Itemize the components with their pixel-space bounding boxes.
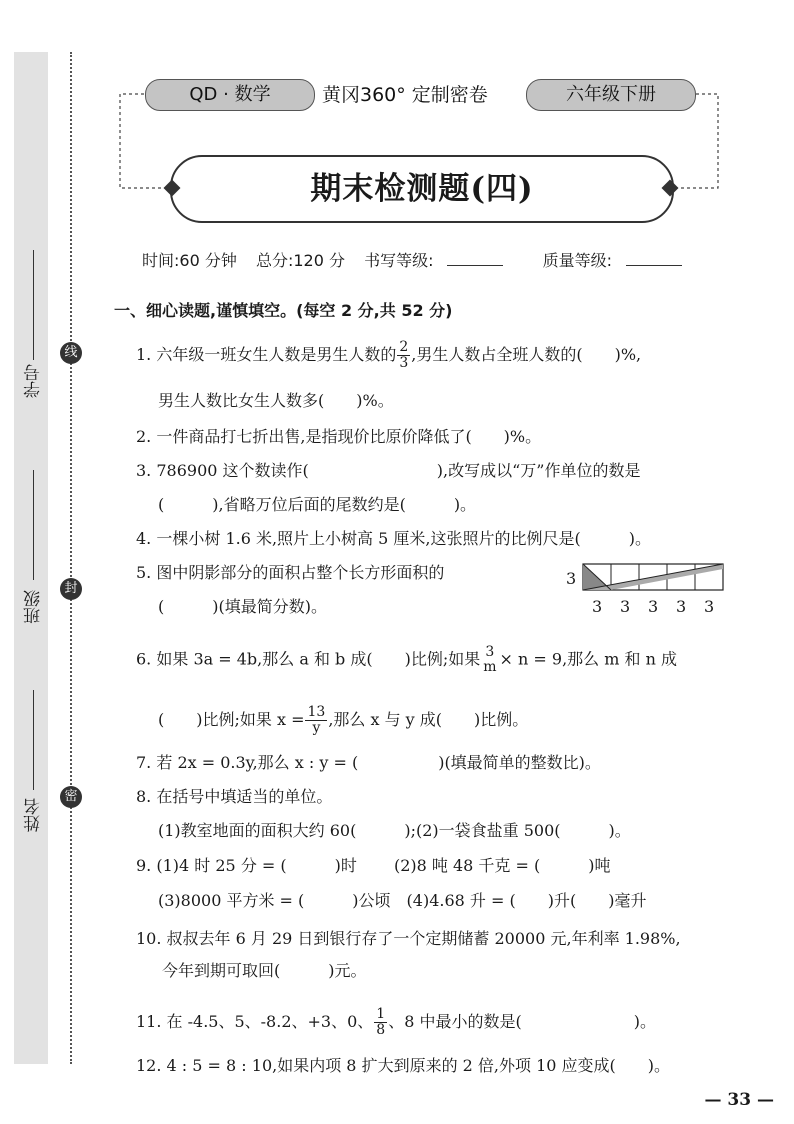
quality-grade-label: 质量等级: [542, 251, 612, 270]
question-11: 11. 在 -4.5、5、-8.2、+3、0、 $\frac{1}{8}$ 、8 中最小的数是( )。 [136, 1006, 656, 1038]
question-1-line-1: 1. 六年级一班女生人数是男生人数的 $\frac{2}{3}$ ,男生人数占全班人数的( )%, [136, 339, 642, 371]
question-12: 12. 4 : 5 = 8 : 10,如果内项 8 扩大到原来的 2 倍,外项 10 应变成( )。 [136, 1056, 671, 1075]
question-9-line-2: (3)8000 平方米 = ( )公顷 (4)4.68 升 = ( )升( )毫升 [158, 891, 647, 910]
question-6-line-2: ( )比例;如果 x = $\frac{13}{y}$ ,那么 x 与 y 成( )比例。 [158, 704, 529, 736]
binding-dotted-line [70, 52, 72, 1064]
figure-width-labels: 3 3 3 3 3 [592, 597, 715, 616]
subject-pill: QD · 数学 [145, 79, 315, 111]
question-6-line-1: 6. 如果 3a = 4b,那么 a 和 b 成( )比例;如果 3 m × n = 9,那么 m 和 n 成 [136, 644, 677, 675]
question-9-line-1: 9. (1)4 时 25 分 = ( )时 (2)8 吨 48 千克 = ( )吨 [136, 856, 611, 875]
section-heading: 一、细心读题,谨慎填空。(每空 2 分,共 52 分) [114, 301, 453, 320]
question-5-line-2: ( )(填最简分数)。 [158, 597, 327, 616]
question-3-line-1: 3. 786900 这个数读作( ),改写成以“万”作单位的数是 [136, 461, 641, 480]
question-3-line-2: ( ),省略万位后面的尾数约是( )。 [158, 495, 477, 514]
writing-grade-label: 书写等级: [364, 251, 434, 270]
grade-pill: 六年级下册 [526, 79, 696, 111]
binding-strip [14, 52, 48, 1064]
page-number: — 33 — [704, 1090, 774, 1110]
fraction-2-3: $\frac{2}{3}$ [399, 339, 409, 371]
name-line [33, 690, 34, 790]
student-id-label: 学号 [24, 364, 44, 398]
question-7: 7. 若 2x = 0.3y,那么 x : y = ( )(填最简单的整数比)。 [136, 753, 601, 772]
fraction-1-8: $\frac{1}{8}$ [376, 1006, 386, 1038]
seal-char-seal: 封 [60, 578, 82, 600]
question-8-parts: (1)教室地面的面积大约 60( );(2)一袋食盐重 500( )。 [158, 821, 631, 840]
question-2: 2. 一件商品打七折出售,是指现价比原价降低了( )%。 [136, 427, 542, 446]
quality-grade-blank[interactable] [626, 251, 682, 266]
time-limit: 时间:60 分钟 [142, 251, 237, 270]
question-10-line-2: 今年到期可取回( )元。 [162, 961, 367, 980]
student-id-line [33, 250, 34, 360]
question-1-line-2: 男生人数比女生人数多( )%。 [158, 391, 394, 410]
question-8: 8. 在括号中填适当的单位。 [136, 787, 333, 806]
fraction-13-y: $\frac{13}{y}$ [307, 704, 326, 736]
seal-char-secret: 密 [60, 786, 82, 808]
class-label: 班级 [24, 590, 44, 624]
class-line [33, 470, 34, 580]
figure-height-label: 3 [566, 569, 577, 588]
exam-meta [142, 248, 696, 271]
seal-char-line: 线 [60, 342, 82, 364]
series-title: 黄冈360° 定制密卷 [322, 84, 488, 106]
question-4: 4. 一棵小树 1.6 米,照片上小树高 5 厘米,这张照片的比例尺是( )。 [136, 529, 651, 548]
total-score: 总分:120 分 [255, 251, 345, 270]
fraction-3-m: 3 m [483, 644, 497, 675]
writing-grade-blank[interactable] [447, 251, 503, 266]
question-10-line-1: 10. 叔叔去年 6 月 29 日到银行存了一个定期储蓄 20000 元,年利率 1.98%, [136, 929, 681, 948]
shaded-rectangle-figure [582, 563, 726, 593]
page-title: 期末检测题(四) [170, 155, 674, 223]
question-5-line-1: 5. 图中阴影部分的面积占整个长方形面积的 [136, 563, 445, 582]
name-label: 姓名 [24, 798, 44, 832]
